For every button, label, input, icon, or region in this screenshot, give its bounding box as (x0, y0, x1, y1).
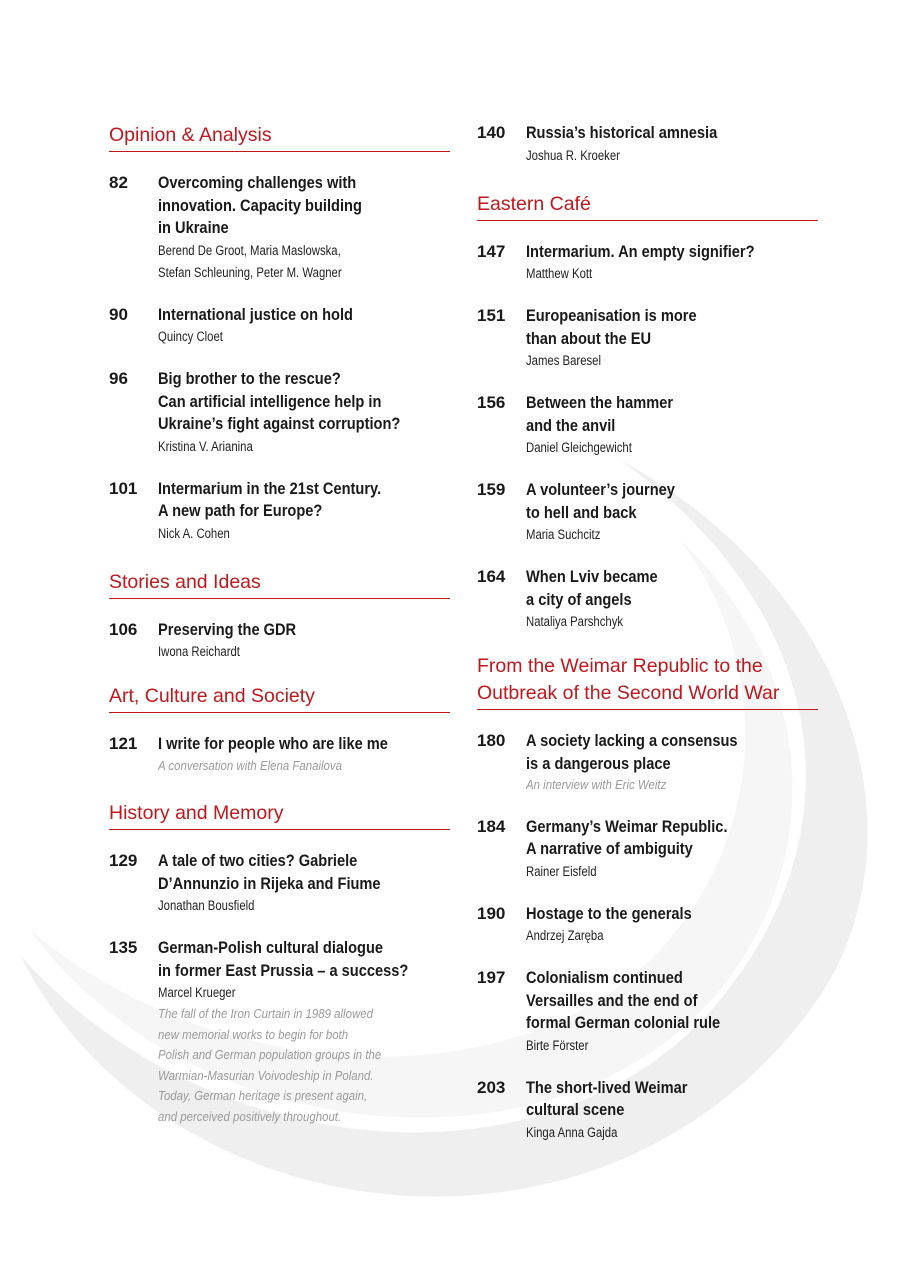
toc-entry[interactable] (109, 733, 450, 776)
article-author: Daniel Gleichgewicht (526, 440, 632, 455)
article-author: Quincy Cloet (158, 329, 223, 344)
page-number: 121 (109, 734, 138, 753)
article-author: Andrzej Zaręba (526, 928, 604, 943)
toc-column-right (477, 122, 818, 1144)
toc-entry[interactable] (477, 903, 818, 948)
article-author: Kinga Anna Gajda (526, 1124, 618, 1140)
article-subtitle: A conversation with Elena Fanailova (158, 757, 343, 773)
toc-section (109, 122, 450, 545)
page-number: 197 (477, 968, 506, 987)
toc-entry[interactable] (477, 305, 818, 372)
toc-entry[interactable] (477, 122, 818, 167)
page-number: 164 (477, 567, 506, 586)
article-title[interactable]: Russia’s historical amnesia (526, 123, 718, 142)
toc-entry[interactable] (477, 816, 818, 883)
toc-column-left (109, 122, 450, 1127)
page-number: 82 (109, 173, 128, 192)
toc-section (477, 122, 818, 167)
page-number: 151 (477, 306, 506, 325)
article-title[interactable]: Hostage to the generals (526, 903, 692, 923)
toc-entry[interactable] (109, 937, 450, 1127)
article-title[interactable]: A volunteer’s journey to hell and back (526, 480, 675, 522)
article-author: Maria Suchcitz (526, 527, 601, 542)
page-number: 159 (477, 480, 506, 499)
article-title[interactable]: International justice on hold (158, 304, 353, 324)
toc-entry[interactable] (477, 241, 818, 286)
article-author: Nataliya Parshchyk (526, 614, 624, 629)
page-number: 180 (477, 731, 506, 750)
page-number: 156 (477, 393, 506, 412)
toc-entry[interactable] (477, 392, 818, 459)
section-heading: Stories and Ideas (109, 569, 450, 599)
article-title[interactable]: Intermarium. An empty signifier? (526, 241, 755, 261)
article-author: Joshua R. Kroeker (526, 147, 620, 163)
article-author: Jonathan Bousfield (158, 898, 255, 913)
article-author: Marcel Krueger (158, 985, 236, 1000)
article-title[interactable]: The short-lived Weimar cultural scene (526, 1077, 688, 1119)
toc-entry[interactable] (477, 730, 818, 796)
page-number: 129 (109, 851, 138, 870)
toc-section (477, 653, 818, 1144)
article-title[interactable]: Between the hammer and the anvil (526, 393, 674, 435)
toc-section (109, 683, 450, 776)
toc-entry[interactable] (109, 478, 450, 545)
toc-entry[interactable] (109, 304, 450, 349)
toc-entry[interactable] (477, 967, 818, 1057)
article-author: Nick A. Cohen (158, 525, 230, 541)
article-title[interactable]: Colonialism continued Versailles and the end of formal German colonial rule (526, 968, 721, 1032)
section-heading: History and Memory (109, 800, 450, 830)
article-author: Iwona Reichardt (158, 644, 240, 659)
article-author: Kristina V. Arianina (158, 438, 253, 454)
article-title[interactable]: Europeanisation is more than about the EU (526, 306, 697, 348)
article-title[interactable]: Germany’s Weimar Republic. A narrative of ambiguity (526, 816, 728, 858)
toc-entry[interactable] (109, 850, 450, 917)
toc-entry[interactable] (477, 1077, 818, 1144)
toc-entry[interactable] (477, 479, 818, 546)
article-title[interactable]: Overcoming challenges with innovation. Capacity building in Ukraine (158, 173, 362, 237)
toc-entry[interactable] (109, 172, 450, 284)
article-subtitle: The fall of the Iron Curtain in 1989 allowed new memorial works to begin for both Polish and German population groups in the Warmian-Masurian Voivodeship in Poland. Today, German heritage is present again, and perceived positively throughout. (158, 1006, 382, 1124)
toc-section (109, 800, 450, 1127)
page-number: 135 (109, 938, 138, 957)
page-number: 90 (109, 304, 128, 324)
article-author: Matthew Kott (526, 266, 593, 281)
toc-entry[interactable] (477, 566, 818, 633)
page-number: 190 (477, 903, 506, 923)
article-author: Berend De Groot, Maria Maslowska, Stefan Schleuning, Peter M. Wagner (158, 242, 342, 280)
section-heading: Art, Culture and Society (109, 683, 450, 713)
article-author: Birte Förster (526, 1037, 589, 1053)
section-heading: Opinion & Analysis (109, 122, 450, 152)
article-title[interactable]: A society lacking a consensus is a dangerous place (526, 731, 738, 773)
toc-entry[interactable] (109, 619, 450, 664)
article-title[interactable]: Preserving the GDR (158, 619, 297, 639)
page-number: 140 (477, 123, 506, 142)
page-number: 184 (477, 816, 506, 836)
toc-section (477, 191, 818, 634)
article-author: Rainer Eisfeld (526, 863, 597, 879)
article-title[interactable]: German-Polish cultural dialogue in former East Prussia – a success? (158, 938, 409, 980)
toc-section (109, 569, 450, 664)
article-subtitle: An interview with Eric Weitz (526, 777, 667, 792)
article-title[interactable]: Big brother to the rescue? Can artificial intelligence help in Ukraine’s fight against corruption? (158, 369, 401, 433)
page-number: 106 (109, 619, 138, 639)
article-title[interactable]: I write for people who are like me (158, 734, 388, 753)
page-number: 101 (109, 478, 138, 498)
page-number: 147 (477, 241, 506, 261)
article-title[interactable]: A tale of two cities? Gabriele D’Annunzio in Rijeka and Fiume (158, 851, 381, 893)
article-author: James Baresel (526, 353, 602, 368)
page-number: 96 (109, 369, 128, 388)
section-heading: Eastern Café (477, 191, 818, 221)
section-heading: From the Weimar Republic to the Outbreak of the Second World War (477, 653, 818, 710)
article-title[interactable]: When Lviv became a city of angels (526, 567, 658, 609)
page-number: 203 (477, 1077, 506, 1097)
article-title[interactable]: Intermarium in the 21st Century. A new path for Europe? (158, 478, 382, 520)
toc-entry[interactable] (109, 368, 450, 458)
